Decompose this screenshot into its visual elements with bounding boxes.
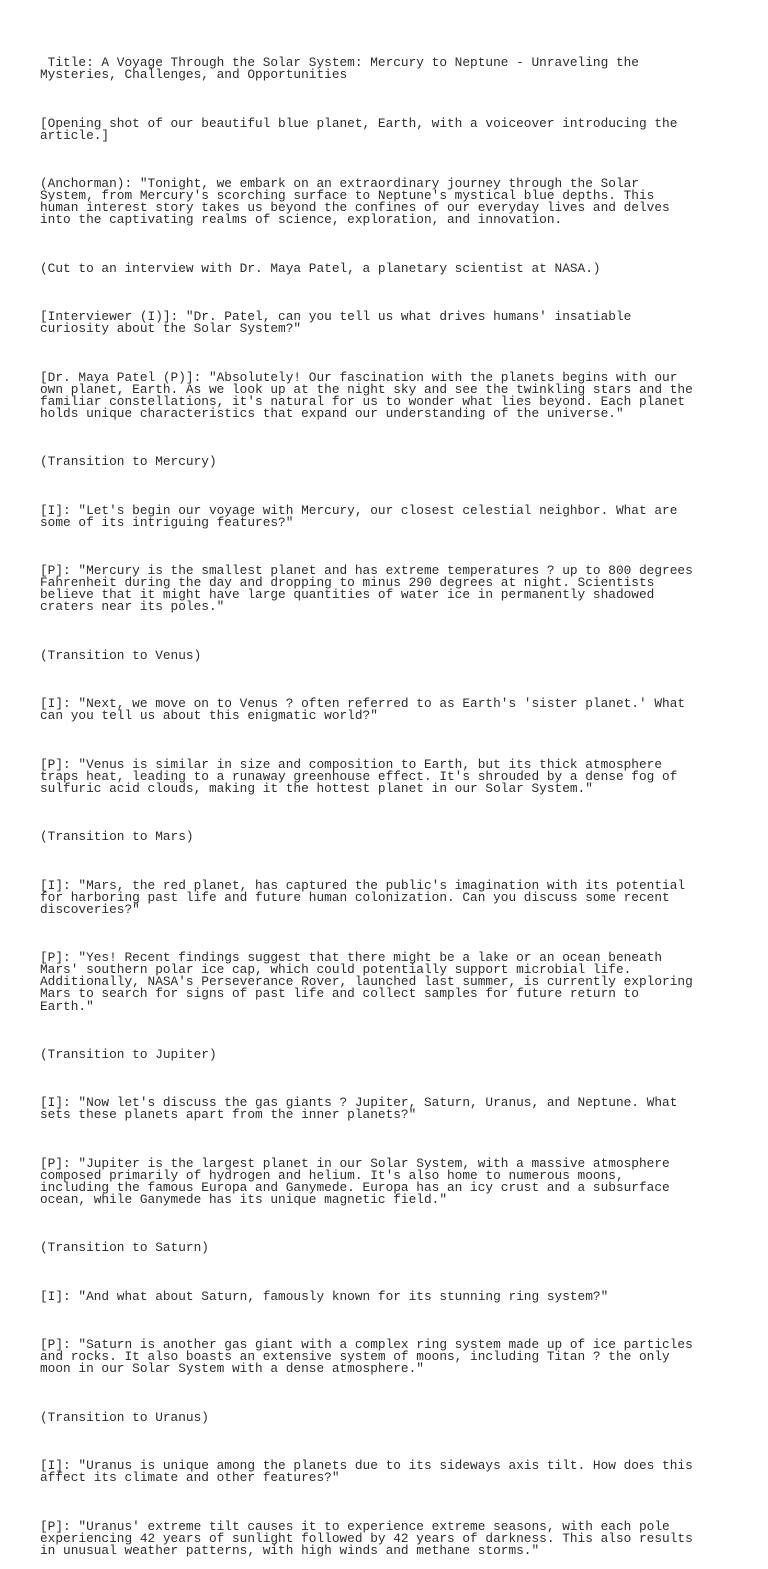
patel-answer-uranus: [P]: "Uranus' extreme tilt causes it to experience extreme seasons, with each pole experiencing 42 years of sunlight followed by 42 years of darkness. This also results in unusual weather patterns, with high winds and methane storms." bbox=[40, 1518, 693, 1558]
interviewer-question-venus: [I]: "Next, we move on to Venus ? often referred to as Earth's 'sister planet.' What can you tell us about this enigmatic world?" bbox=[40, 696, 686, 724]
patel-answer-jupiter: [P]: "Jupiter is the largest planet in our Solar System, with a massive atmosphere composed primarily of hydrogen and helium. It's also home to numerous moons, including the famous Europa and Ganymede. Europa has an icy crust and a subsurface ocean, while Ganymede has its unique magnetic field." bbox=[40, 1155, 670, 1207]
transition-venus: (Transition to Venus) bbox=[40, 647, 202, 663]
interviewer-question-gas-giants: [I]: "Now let's discuss the gas giants ? Jupiter, Saturn, Uranus, and Neptune. What sets these planets apart from the inner planets?" bbox=[40, 1095, 678, 1123]
anchorman-intro: (Anchorman): "Tonight, we embark on an extraordinary journey through the Solar System, from Mercury's scorching surface to Neptune's mystical blue depths. This human interest story takes us beyond the confines of our everyday lives and delves into the captivating realms of science, exploration, and innovation. bbox=[40, 176, 670, 228]
interviewer-question-saturn: [I]: "And what about Saturn, famously known for its stunning ring system?" bbox=[40, 1288, 609, 1304]
transition-mars: (Transition to Mars) bbox=[40, 829, 194, 845]
patel-answer-mercury: [P]: "Mercury is the smallest planet and has extreme temperatures ? up to 800 degrees Fahrenheit during the day and dropping to minus 290 degrees at night. Scientists believe that it might have large quantities of water ice in permanently shadowed craters near its poles." bbox=[40, 563, 693, 615]
interviewer-question-curiosity: [Interviewer (I)]: "Dr. Patel, can you tell us what drives humans' insatiable curiosity about the Solar System?" bbox=[40, 309, 632, 337]
interviewer-question-mercury: [I]: "Let's begin our voyage with Mercury, our closest celestial neighbor. What are some of its intriguing features?" bbox=[40, 502, 678, 530]
transition-mercury: (Transition to Mercury) bbox=[40, 454, 217, 470]
patel-answer-saturn: [P]: "Saturn is another gas giant with a complex ring system made up of ice particles and rocks. It also boasts an extensive system of moons, including Titan ? the only moon in our Solar System with a dense atmosphere." bbox=[40, 1337, 693, 1377]
interviewer-question-mars: [I]: "Mars, the red planet, has captured the public's imagination with its potential for harboring past life and future human colonization. Can you discuss some recent discoveries?" bbox=[40, 877, 686, 917]
document-body bbox=[40, 33, 740, 1569]
patel-answer-mars: [P]: "Yes! Recent findings suggest that there might be a lake or an ocean beneath Mars' southern polar ice cap, which could potentially support microbial life. Additionally, NASA's Perseverance Rover, launched last summer, is currently exploring Mars to search for signs of past life and collect samples for future return to Earth." bbox=[40, 950, 693, 1014]
interviewer-question-uranus: [I]: "Uranus is unique among the planets due to its sideways axis tilt. How does this affect its climate and other features?" bbox=[40, 1458, 693, 1486]
opening-shot-direction: [Opening shot of our beautiful blue planet, Earth, with a voiceover introducing the article.] bbox=[40, 115, 678, 143]
patel-answer-venus: [P]: "Venus is similar in size and composition to Earth, but its thick atmosphere traps heat, leading to a runaway greenhouse effect. It's shrouded by a dense fog of sulfuric acid clouds, making it the hottest planet in our Solar System." bbox=[40, 756, 678, 796]
transition-jupiter: (Transition to Jupiter) bbox=[40, 1046, 217, 1062]
title-paragraph: Title: A Voyage Through the Solar System: Mercury to Neptune - Unraveling the Mysteries, Challenges, and Opportunities bbox=[40, 55, 639, 83]
transition-uranus: (Transition to Uranus) bbox=[40, 1409, 209, 1425]
transition-saturn: (Transition to Saturn) bbox=[40, 1240, 209, 1256]
patel-answer-curiosity: [Dr. Maya Patel (P)]: "Absolutely! Our fascination with the planets begins with our own planet, Earth. As we look up at the night sky and see the twinkling stars and the familiar constellations, it's natural for us to wonder what lies beyond. Each planet holds unique characteristics that expand our understanding of the universe." bbox=[40, 369, 693, 421]
interview-cut-direction: (Cut to an interview with Dr. Maya Patel, a planetary scientist at NASA.) bbox=[40, 260, 601, 276]
